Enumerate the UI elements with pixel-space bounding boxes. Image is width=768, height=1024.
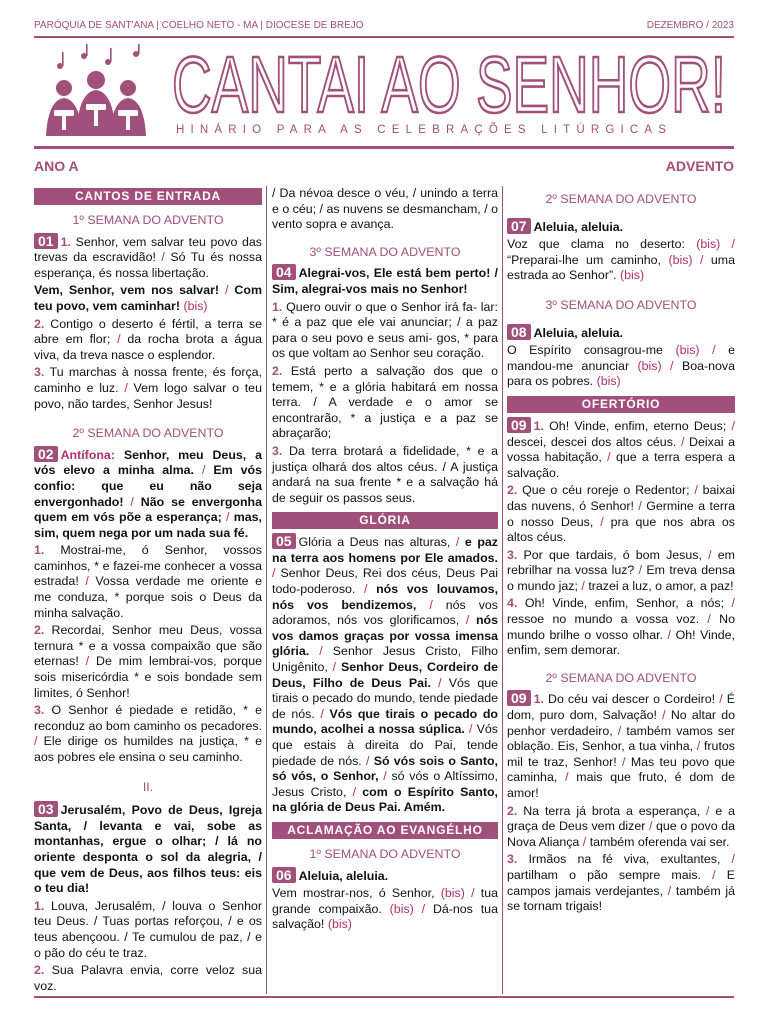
song-08: 08 Aleluia, aleluia. (507, 324, 735, 342)
song-number: 01 (34, 233, 58, 249)
column-1: CANTOS DE ENTRADA 1º SEMANA DO ADVENTO 01 1. Senhor, vem salvar teu povo das trevas da escravidão! / Só Tu és nossa esperança, és nossa libertação. Vem, Senhor, vem nos salvar! / Com teu povo, vem caminhar! (bis) 2. Contigo o deserto é fértil, a terra se abre em flor; / da rocha brota a água viva, da treva nasce o esplendor. 3. Tu marchas à nossa frente, és força, caminho e luz. / Vem logo salvar o teu povo, não tardes, Senhor Jesus! 2º SEMANA DO ADVENTO 02 Antífona: Senhor, meu Deus, a vós elevo a minha alma. / Em vós confio: que eu não seja envergonhado! / Não se envergonha quem em vós põe a esperança; / mas, sim, quem nega por um nada sua fé. 1. Mostrai-me, ó Senhor, vossos caminhos, * e fazei-me conhecer a vossa estrada! / Vossa verdade me oriente e me conduza, * porque sois o Deus da minha salvação. 2. Recordai, Senhor meu Deus, vossa ternura * e a vossa compaixão que são eternas! / De mim lembrai-vos, porque sois misericórdia * e sois bondade sem limites, ó Senhor! 3. O Senhor é piedade e retidão, * e reconduz ao bom caminho os pecadores. / Ele dirige os humildes na justiça, * e aos pobres ele ensina o seu caminho. II. 03 Jerusalém, Povo de Deus, Igreja Santa, / levanta e vai, sobe as montanhas, ergue o olhar; / lá no oriente desponta o sol da alegria, / que vem de Deus, aos filhos teus: eis o teu dia! 1. Louva, Jerusalém, / louva o Senhor teu Deus. / Tuas portas reforçou, / e os teus abençoou. / Te cumulou de paz, / e o pão do céu te traz. 2. Sua Palavra envia, corre veloz sua voz. (34, 189, 263, 993)
song-01: 01 1. Senhor, vem salvar teu povo das trevas da escravidão! / Só Tu és nossa esperança, és nossa libertação. (34, 232, 262, 280)
song-09a: 09 1. Oh! Vinde, enfim, eterno Deus; / descei, descei dos altos céus. / Deixai a vossa habitação, / que a terra espera a salvação. (507, 416, 735, 480)
column-3: 2º SEMANA DO ADVENTO 07 Aleluia, aleluia. Voz que clama no deserto: (bis) / “Preparai-lhe um caminho, (bis) / uma estrada ao Senhor”. (bis) 3º SEMANA DO ADVENTO 08 Aleluia, aleluia. O Espírito consagrou-me (bis) / e mandou-me anunciar (bis) / Boa-nova para os pobres. (bis) OFERTÓRIO 09 1. Oh! Vinde, enfim, eterno Deus; / descei, descei dos altos céus. / Deixai a vossa habitação, / que a terra espera a salvação. 2. Que o céu roreje o Redentor; / baixai das nuvens, ó Senhor! / Germine a terra o nosso Deus, / pra que nos abra os altos céus. 3. Por que tardais, ó bom Jesus, / em rebrilhar na vossa luz? / Em treva densa o mundo jaz; / trazei a luz, o amor, a paz! 4. Oh! Vinde, enfim, Senhor, a nós; / ressoe no mundo a vossa voz. / No mundo brilhe o vosso olhar. / Oh! Vinde, enfim, sem demorar. 2º SEMANA DO ADVENTO 09 1. Do céu vai descer o Cordeiro! / É dom, puro dom, Salvação! / No altar do penhor verdadeiro, / também vamos ser oblação. Eis, Senhor, a tua vinha, / frutos mil te traz, Senhor! / Mas teu povo que caminha, / mais que fruto, é dom de amor! 2. Na terra já brota a esperança, / e a graça de Deus vem dizer / que o povo da Nova Aliança / também oferenda vai ser. 3. Irmãos na fé viva, exultantes, / partilham o pão sempre mais. / E campos jamais verdejantes, / também já se tornam trigais! (507, 192, 736, 914)
top-bar (34, 20, 734, 34)
week-heading: 2º SEMANA DO ADVENTO (545, 192, 697, 206)
section-ofertorio: OFERTÓRIO (507, 396, 735, 413)
footer-divider (34, 996, 734, 998)
header-divider-lower (34, 146, 734, 149)
column-divider-1 (266, 186, 267, 994)
song-03: 03 Jerusalém, Povo de Deus, Igreja Santa, / levanta e vai, sobe as montanhas, ergue o olhar; / lá no oriente desponta o sol da alegria, / que vem de Deus, aos filhos teus: eis o teu dia! (34, 801, 262, 896)
liturgical-season: ADVENTO (665, 158, 734, 174)
column-divider-2 (502, 186, 503, 994)
week-heading: 2º SEMANA DO ADVENTO (72, 426, 224, 441)
section-gloria: GLÓRIA (272, 512, 498, 529)
song-05: 05 Glória a Deus nas alturas, / e paz na terra aos homens por Ele amados. / Senhor Deus, Rei dos céus, Deus Pai todo-poderoso. / nós vos louvamos, nós vos bendizemos, / nós vos adoramos, nós vos glorificamos, / nós vos damos graças por vossa imensa glória. / Senhor Jesus Cristo, Filho Unigênito, / Senhor Deus, Cordeiro de Deus, Filho de Deus Pai. / Vós que tirais o pecado do mundo, tende piedade de nós. / Vós que tirais o pecado do mundo, acolhei a nossa súplica. / Vós que estais à direita do Pai, tende piedade de nós. / Só vós sois o Santo, só vós, o Senhor, / só vós o Altíssimo, Jesus Cristo, / com o Espírito Santo, na glória de Deus Pai. Amém. (272, 533, 499, 815)
hymnal-title (170, 40, 730, 120)
header-divider (34, 36, 734, 38)
week-heading: 3º SEMANA DO ADVENTO (545, 297, 697, 312)
song-04: 04 Alegrai-vos, Ele está bem perto! / Sim, alegrai-vos mais no Senhor! (272, 264, 498, 296)
hymnal-subtitle: HINÁRIO PARA AS CELEBRAÇÕES LITÚRGICAS (176, 124, 673, 136)
column-2: / Da névoa desce o véu, / unindo a terra e o céu; / as nuvens se desmancham, / o vento sopra e avança. 3º SEMANA DO ADVENTO 04 Alegrai-vos, Ele está bem perto! / Sim, alegrai-vos mais no Senhor! 1. Quero ouvir o que o Senhor irá fa- lar: * é a paz que ele vai anunciar; / a paz para o seu povo e seus ami- gos, * para os que voltam ao Senhor seu coração. 2. Está perto a salvação dos que o temem, * e a glória habitará em nossa terra. / A verdade e o amor se encontrarão, * a justiça e a paz se abraçarão; 3. Da terra brotará a fidelidade, * e a justiça olhará dos altos céus. / A justiça andará na sua frente * e a salvação há de seguir os passos seus. GLÓRIA 05 Glória a Deus nas alturas, / e paz na terra aos homens por Ele amados. / Senhor Deus, Rei dos céus, Deus Pai todo-poderoso. / nós vos louvamos, nós vos bendizemos, / nós vos adoramos, nós vos glorificamos, / nós vos damos graças por vossa imensa glória. / Senhor Jesus Cristo, Filho Unigênito, / Senhor Deus, Cordeiro de Deus, Filho de Deus Pai. / Vós que tirais o pecado do mundo, tende piedade de nós. / Vós que tirais o pecado do mundo, acolhei a nossa súplica. / Vós que estais à direita do Pai, tende piedade de nós. / Só vós sois o Santo, só vós, o Senhor, / só vós o Altíssimo, Jesus Cristo, / com o Espírito Santo, na glória de Deus Pai. Amém. ACLAMAÇÃO AO EVANGÉLHO 1º SEMANA DO ADVENTO 06 Aleluia, aleluia. Vem mostrar-nos, ó Senhor, (bis) / tua grande compaixão. (bis) / Dá-nos tua salvação! (bis) (272, 186, 499, 932)
week-heading: 2º SEMANA DO ADVENTO (545, 670, 697, 685)
svg-text:CANTAI AO SENHOR!: CANTAI AO SENHOR! (172, 40, 726, 120)
song-02: 02 Antífona: Senhor, meu Deus, a vós elevo a minha alma. / Em vós confio: que eu não seja envergonhado! / Não se envergonha quem em vós põe a esperança; / mas, sim, quem nega por um nada sua fé. (34, 445, 263, 540)
week-heading: 1º SEMANA DO ADVENTO (309, 846, 461, 861)
liturgical-year: ANO A (34, 158, 79, 174)
song-09b: 09 1. Do céu vai descer o Cordeiro! / É dom, puro dom, Salvação! / No altar do penhor verdadeiro, / também vamos ser oblação. Eis, Senhor, a tua vinha, / frutos mil te traz, Senhor! / Mas teu povo que caminha, / mais que fruto, é dom de amor! (507, 690, 736, 800)
section-entrada: CANTOS DE ENTRADA (34, 188, 262, 205)
section-aclamacao: ACLAMAÇÃO AO EVANGÉLHO (272, 822, 498, 839)
week-heading: II. (142, 779, 154, 794)
parish-label: PARÓQUIA DE SANT'ANA | COELHO NETO - MA | DIOCESE DE BREJO (34, 20, 364, 31)
week-heading: 3º SEMANA DO ADVENTO (309, 244, 461, 259)
song-07: 07 Aleluia, aleluia. (507, 218, 735, 236)
choir-logo-icon (38, 44, 158, 140)
date-label: DEZEMBRO / 2023 (646, 20, 734, 31)
song-06: 06 Aleluia, aleluia. (272, 867, 498, 885)
week-heading: 1º SEMANA DO ADVENTO (72, 213, 224, 227)
